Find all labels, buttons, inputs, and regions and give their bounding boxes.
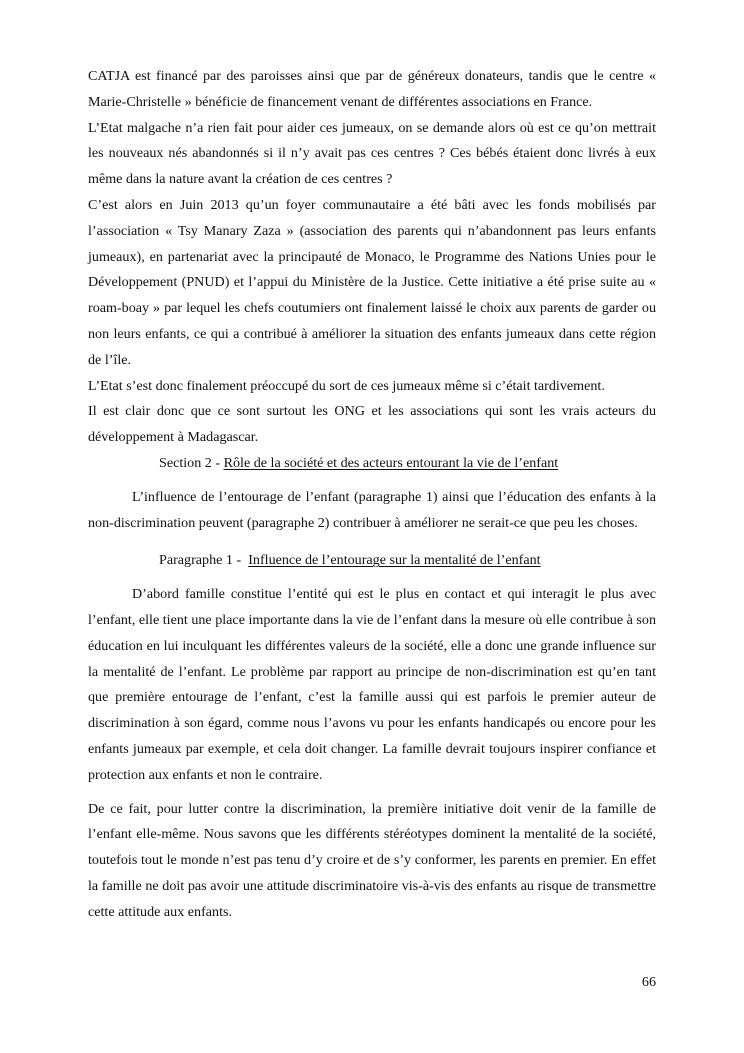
intro-paragraph-1: CATJA est financé par des paroisses ainsi que par de généreux donateurs, tandis que le centre « Marie-Christelle » bénéficie de financement venant de différentes associations en France.: [88, 68, 656, 110]
intro-paragraph-5: Il est clair donc que ce sont surtout les ONG et les associations qui sont les vrais acteurs du développement à Madagascar.: [88, 403, 656, 446]
intro-paragraph-4: L’Etat s’est donc finalement préoccupé du sort de ces jumeaux même si c’était tardivement.: [88, 377, 605, 394]
intro-paragraph-2: L’Etat malgache n’a rien fait pour aider ces jumeaux, on se demande alors où est ce qu’on mettrait les nouveaux nés abandonnés si il n’y avait pas ces centres ? Ces bébés étaient donc livrés à eux même dans la nature avant la création de ces centres ?: [88, 119, 656, 188]
body-paragraph-1: D’abord famille constitue l’entité qui est le plus en contact et qui interagit le plus avec l’enfant, elle tient une place importante dans la vie de l’enfant dans la mesure où elle contribue à son éducation en lui inculquant les différentes valeurs de la société, elle a donc une grande influence sur la mentalité de l’enfant. Le problème par rapport au principe de non-discrimination est qu’en tant que première entourage de l’enfant, c’est la famille aussi qui est parfois le premier auteur de discrimination à son égard, comme nous l’avons vu pour les enfants handicapés ou encore pour les enfants jumeaux par exemple, et cela doit changer. La famille devrait toujours inspirer confiance et protection aux enfants et non le contraire.: [88, 586, 656, 783]
section-label: Section 2 -: [159, 454, 221, 471]
paragraph-heading: [88, 548, 656, 574]
paragraph-heading-label: Paragraphe 1 -: [159, 552, 242, 569]
intro-paragraph-3: C’est alors en Juin 2013 qu’un foyer communautaire a été bâti avec les fonds mobilisés par l’association « Tsy Manary Zaza » (association des parents qui n’abandonnent pas leurs enfants jumeaux), en partenariat avec la principauté de Monaco, le Programme des Nations Unies pour le Développement (PNUD) et l’appui du Ministère de la Justice. Cette initiative a été prise suite au « roam-boay » par lequel les chefs coutumiers ont finalement laissé le choix aux parents de garder ou non leurs enfants, ce qui a contribué à améliorer la situation des enfants jumeaux dans cette région de l’île.: [88, 196, 656, 368]
document-page: [88, 64, 656, 926]
section-title: Rôle de la société et des acteurs entourant la vie de l’enfant: [223, 454, 559, 471]
paragraph-heading-title: Influence de l’entourage sur la mentalité de l’enfant: [248, 552, 541, 569]
section-intro-paragraph: L’influence de l’entourage de l’enfant (paragraphe 1) ainsi que l’éducation des enfants à la non-discrimination peuvent (paragraphe 2) contribuer à améliorer ne serait-ce que peu les choses.: [88, 488, 656, 531]
body-paragraph-2: De ce fait, pour lutter contre la discrimination, la première initiative doit venir de la famille de l’enfant elle-même. Nous savons que les différents stéréotypes dominent la mentalité de la société, toutefois tout le monde n’est pas tenu d’y croire et de s’y conformer, les parents en premier. En effet la famille ne doit pas avoir une attitude discriminatoire vis-à-vis des enfants au risque de transmettre cette attitude aux enfants.: [88, 800, 656, 920]
page-number: 66: [641, 974, 656, 990]
section-heading: [88, 451, 656, 477]
